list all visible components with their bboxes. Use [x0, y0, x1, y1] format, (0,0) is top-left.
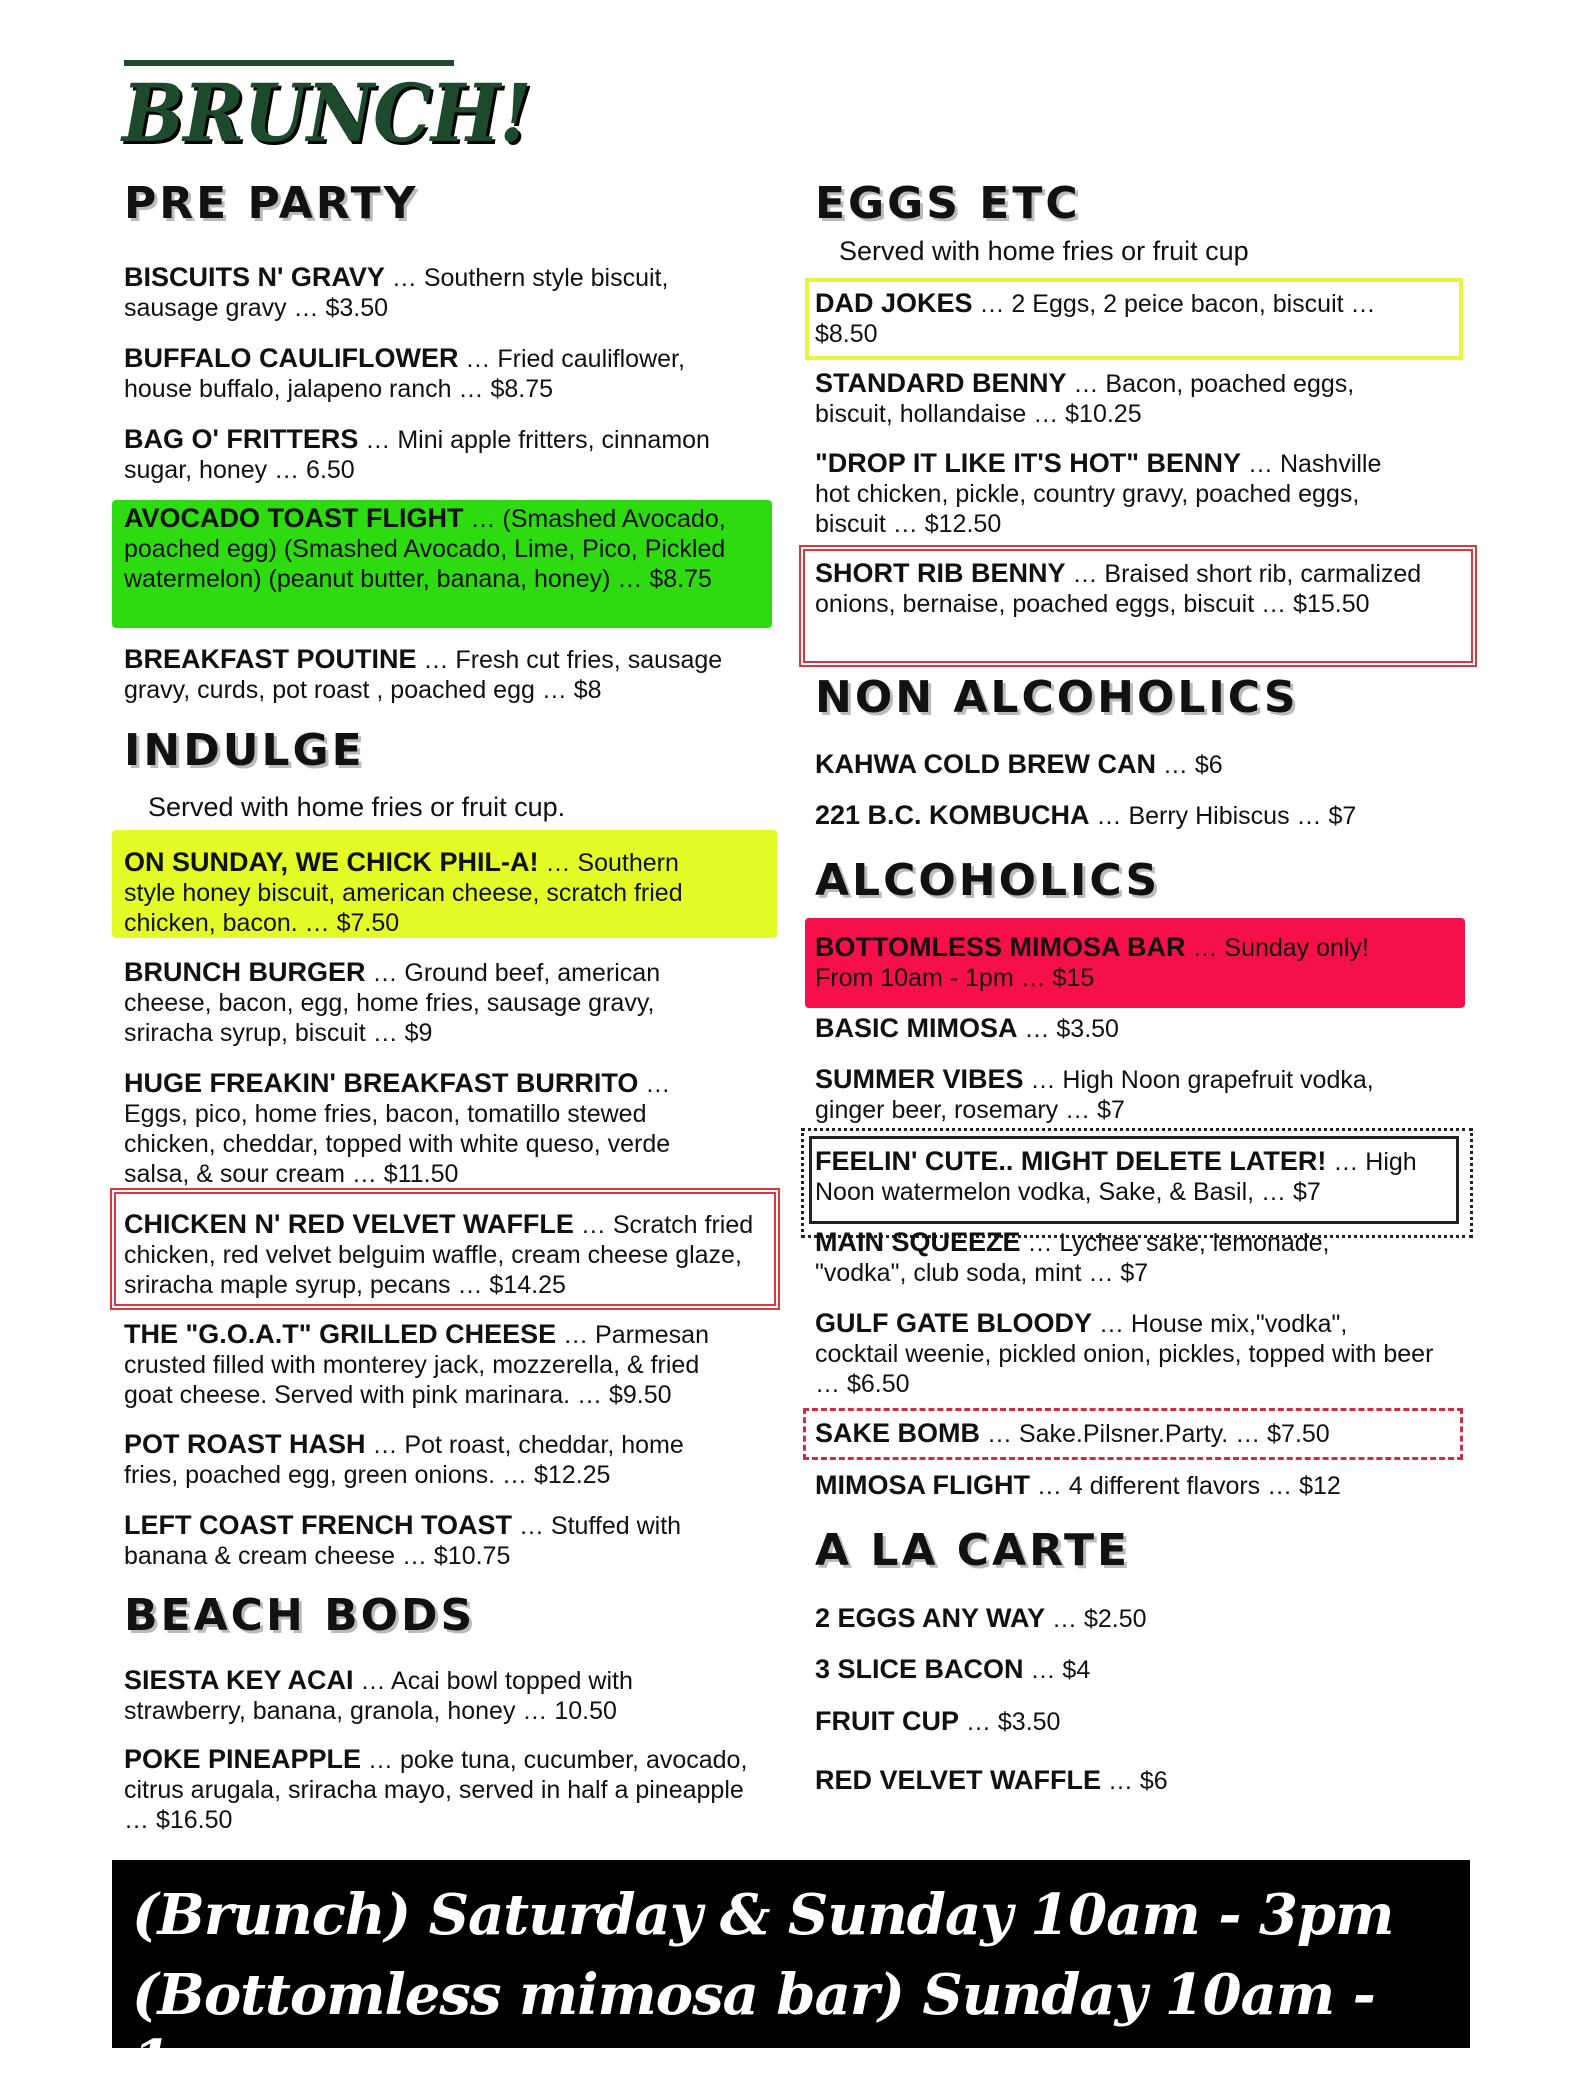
menu-item: HUGE FREAKIN' BREAKFAST BURRITO … Eggs, pico, home fries, bacon, tomatillo stewed chicken, cheddar, topped with white queso, verde salsa, & sour cream … $11.50	[124, 1068, 671, 1188]
menu-item: STANDARD BENNY … Bacon, poached eggs, biscuit, hollandaise … $10.25	[815, 368, 1355, 428]
menu-item-featured: ON SUNDAY, WE CHICK PHIL-A! … Southern style honey biscuit, american cheese, scratch fried chicken, bacon. … $7.50	[124, 847, 683, 937]
menu-item: BRUNCH BURGER … Ground beef, american cheese, bacon, egg, home fries, sausage gravy, sriracha syrup, biscuit … $9	[124, 957, 661, 1047]
menu-item: THE "G.O.A.T" GRILLED CHEESE … Parmesan crusted filled with monterey jack, mozzerella, & fried goat cheese. Served with pink marinara. … $9.50	[124, 1319, 709, 1409]
menu-item-featured: DAD JOKES … 2 Eggs, 2 peice bacon, biscuit … $8.50	[815, 288, 1376, 348]
menu-item: BASIC MIMOSA … $3.50	[815, 1013, 1119, 1043]
menu-item-featured: SHORT RIB BENNY … Braised short rib, carmalized onions, bernaise, poached eggs, biscuit … $15.50	[815, 558, 1422, 618]
menu-item: FRUIT CUP … $3.50	[815, 1706, 1061, 1736]
section-heading-pre-party: PRE PARTY	[124, 178, 419, 229]
menu-item: BUFFALO CAULIFLOWER … Fried cauliflower, house buffalo, jalapeno ranch … $8.75	[124, 343, 685, 403]
mimosa-bar-hours: (Bottomless mimosa bar) Sunday 10am - 1pm	[132, 1962, 1375, 2094]
menu-item: RED VELVET WAFFLE … $6	[815, 1765, 1168, 1795]
menu-item: 2 EGGS ANY WAY … $2.50	[815, 1603, 1147, 1633]
menu-item: "DROP IT LIKE IT'S HOT" BENNY … Nashville hot chicken, pickle, country gravy, poached eggs, biscuit … $12.50	[815, 448, 1382, 538]
menu-item: GULF GATE BLOODY … House mix,"vodka", cocktail weenie, pickled onion, pickles, topped with beer … $6.50	[815, 1308, 1434, 1398]
menu-item: MAIN SQUEEZE … Lychee sake, lemonade, "vodka", club soda, mint … $7	[815, 1227, 1330, 1287]
menu-item-featured: FEELIN' CUTE.. MIGHT DELETE LATER! … High Noon watermelon vodka, Sake, & Basil, … $7	[815, 1146, 1417, 1206]
menu-item: BISCUITS N' GRAVY … Southern style biscuit, sausage gravy … $3.50	[124, 262, 669, 322]
menu-item: BREAKFAST POUTINE … Fresh cut fries, sausage gravy, curds, pot roast , poached egg … $8	[124, 644, 723, 704]
section-note: Served with home fries or fruit cup.	[148, 792, 566, 822]
menu-item: MIMOSA FLIGHT … 4 different flavors … $12	[815, 1470, 1341, 1500]
menu-item: SIESTA KEY ACAI … Acai bowl topped with strawberry, banana, granola, honey … 10.50	[124, 1665, 633, 1725]
brunch-hours: (Brunch) Saturday & Sunday 10am - 3pm	[132, 1882, 1394, 1948]
menu-item: POKE PINEAPPLE … poke tuna, cucumber, avocado, citrus arugala, sriracha mayo, served in half a pineapple … $16.50	[124, 1744, 748, 1834]
menu-item-featured: CHICKEN N' RED VELVET WAFFLE … Scratch fried chicken, red velvet belguim waffle, cream cheese glaze, sriracha maple syrup, pecans … $14.25	[124, 1209, 754, 1299]
menu-item-featured: BOTTOMLESS MIMOSA BAR … Sunday only! From 10am - 1pm … $15	[815, 932, 1369, 992]
hours-banner	[112, 1860, 1470, 2094]
section-note: Served with home fries or fruit cup	[839, 236, 1249, 266]
section-heading-alcoholics: ALCOHOLICS	[815, 855, 1161, 906]
menu-item: SUMMER VIBES … High Noon grapefruit vodka, ginger beer, rosemary … $7	[815, 1064, 1374, 1124]
menu-title: BRUNCH!	[122, 66, 531, 160]
menu-item: LEFT COAST FRENCH TOAST … Stuffed with banana & cream cheese … $10.75	[124, 1510, 682, 1570]
menu-item: BAG O' FRITTERS … Mini apple fritters, cinnamon sugar, honey … 6.50	[124, 424, 710, 484]
section-heading-a-la-carte: A LA CARTE	[815, 1525, 1131, 1576]
menu-item: POT ROAST HASH … Pot roast, cheddar, home fries, poached egg, green onions. … $12.25	[124, 1429, 684, 1489]
menu-item: 3 SLICE BACON … $4	[815, 1654, 1091, 1684]
section-heading-beach-bods: BEACH BODS	[124, 1590, 476, 1641]
section-heading-non-alcoholics: NON ALCOHOLICS	[815, 672, 1299, 723]
menu-item: 221 B.C. KOMBUCHA … Berry Hibiscus … $7	[815, 800, 1357, 830]
menu-item: KAHWA COLD BREW CAN … $6	[815, 749, 1223, 779]
section-heading-indulge: INDULGE	[124, 725, 365, 776]
section-heading-eggs-etc: EGGS ETC	[815, 178, 1081, 229]
menu-item-featured: SAKE BOMB … Sake.Pilsner.Party. … $7.50	[815, 1418, 1330, 1448]
menu-item-featured: AVOCADO TOAST FLIGHT … (Smashed Avocado, poached egg) (Smashed Avocado, Lime, Pico, Pickled watermelon) (peanut butter, banana, honey) … $8.75	[124, 503, 726, 593]
